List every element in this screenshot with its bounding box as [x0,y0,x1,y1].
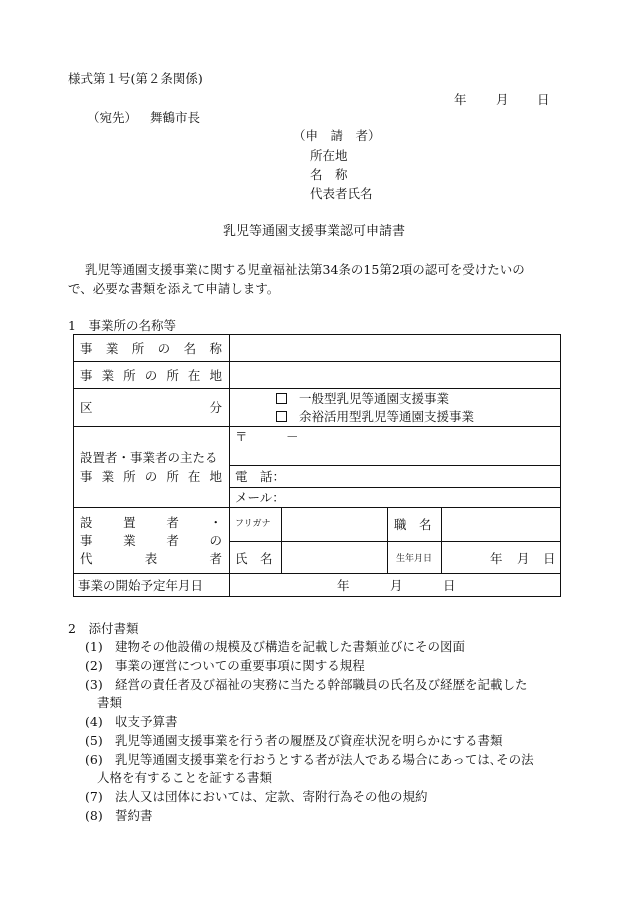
list-item: 乳児等通園支援事業を行おうとする者が法人である場合にあっては､その法 [115,752,534,767]
list-item-number: (3) [85,677,103,692]
list-item-number: (4) [85,714,103,729]
start-day-label: 日 [443,578,456,593]
date-year-label: 年 [454,92,467,107]
label-name: 氏 名 [235,551,273,566]
postal-dash: － [286,429,299,444]
list-item-number: (2) [85,658,103,673]
applicant-rep-label: 代表者氏名 [310,186,373,201]
label-rep-line3: 代 表 者 [80,551,222,566]
list-item: 経営の責任者及び福祉の実務に当たる幹部職員の氏名及び経歴を記載した [115,677,528,692]
applicant-heading: （申 請 者） [293,128,381,143]
section2-heading: 2 添付書類 [68,621,139,636]
label-rep-line2: 事 業 者 の [80,533,222,548]
applicant-name-label: 名 称 [310,167,348,182]
section1-heading: 1 事業所の名称等 [68,318,176,333]
birth-day-label: 日 [543,551,556,566]
list-item-number: (7) [85,789,103,804]
postal-mark: 〒 [235,429,248,444]
checkbox-icon[interactable] [276,411,287,422]
label-operator-address-line2: 事 業 所 の 所 在 地 [80,469,222,484]
start-month-label: 月 [390,578,403,593]
list-item: 乳児等通園支援事業を行う者の履歴及び資産状況を明らかにする書類 [115,733,503,748]
list-item: 建物その他設備の規模及び構造を記載した書類並びにその図面 [115,639,466,654]
label-email: メール： [235,490,285,505]
list-item-number: (8) [85,808,103,823]
label-office-address: 事 業 所 の 所 在 地 [80,368,222,383]
label-phone: 電 話： [235,469,286,484]
label-start-date: 事業の開始予定年月日 [78,578,204,593]
addressee-label: （宛先） [87,110,138,125]
start-year-label: 年 [337,578,350,593]
list-item: 収支予算書 [115,714,178,729]
label-rep-line1: 設 置 者 ・ [80,515,222,530]
list-item-number: (6) [85,752,103,767]
intro-line-2: で、必要な書類を添えて申請します。 [68,281,280,296]
list-item-number: (5) [85,733,103,748]
label-birthdate: 生年月日 [396,554,433,564]
label-position: 職 名 [394,517,432,532]
list-item: 法人又は団体においては、定款、寄附行為その他の規約 [115,789,428,804]
birth-year-label: 年 [490,551,503,566]
label-operator-address-line1: 設置者・事業者の主たる [80,450,218,465]
document-title: 乳児等通園支援事業認可申請書 [223,224,406,239]
checkbox-icon[interactable] [276,393,287,404]
label-furigana: フリガナ [235,519,271,529]
label-office-name: 事 業 所 の 名 称 [80,341,222,356]
list-item-continuation: 人格を有することを証する書類 [97,770,273,785]
label-category: 区 分 [80,400,222,415]
list-item-number: (1) [85,639,103,654]
list-item: 事業の運営についての重要事項に関する規程 [115,658,365,673]
date-day-label: 日 [537,92,550,107]
intro-line-1: 乳児等通園支援事業に関する児童福祉法第34条の15第2項の認可を受けたいの [85,262,525,277]
list-item: 誓約書 [115,808,153,823]
addressee: 舞鶴市長 [150,110,201,125]
list-item-continuation: 書類 [97,695,123,710]
category-option-general[interactable]: 一般型乳児等通園支援事業 [276,391,449,406]
category-option-surplus[interactable]: 余裕活用型乳児等通園支援事業 [276,409,474,424]
form-number: 様式第１号(第２条関係) [68,71,203,86]
applicant-address-label: 所在地 [310,148,348,163]
birth-month-label: 月 [517,551,530,566]
date-month-label: 月 [496,92,509,107]
